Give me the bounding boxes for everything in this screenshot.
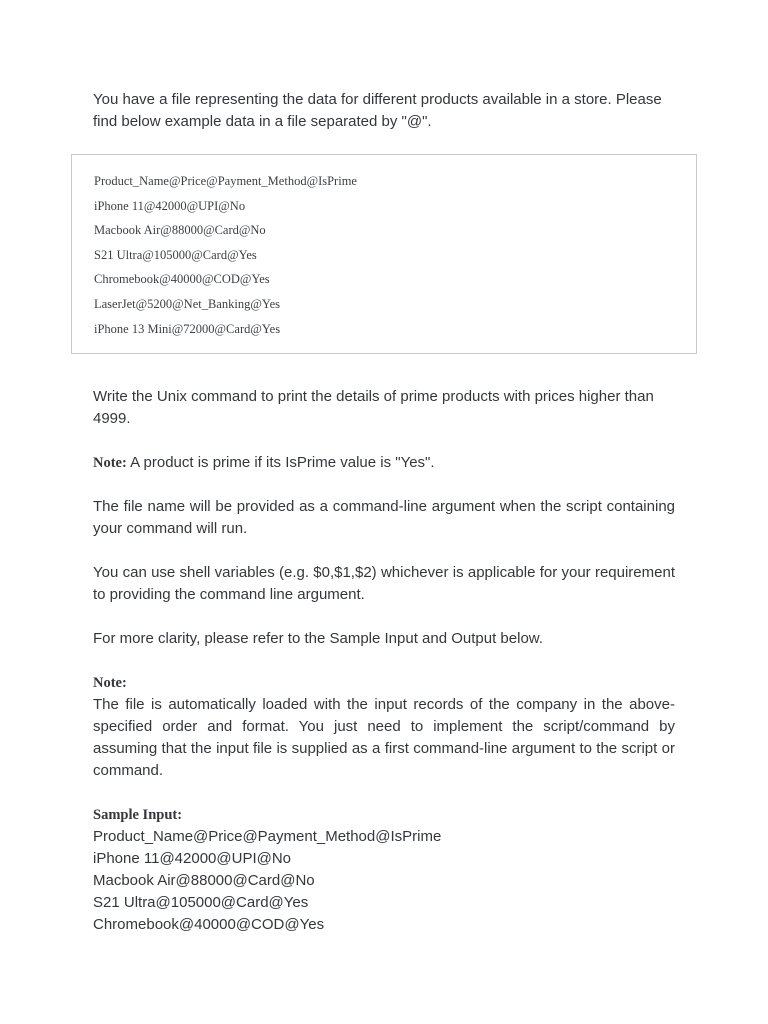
example-data-line: Macbook Air@88000@Card@No (94, 223, 266, 238)
example-data-line: S21 Ultra@105000@Card@Yes (94, 247, 257, 262)
example-data-box (71, 154, 697, 354)
example-data-line: Product_Name@Price@Payment_Method@IsPrime (94, 174, 357, 188)
sample-input-line: Chromebook@40000@COD@Yes (93, 916, 325, 933)
example-data-line: Chromebook@40000@COD@Yes (94, 272, 270, 287)
sample-input-line: Macbook Air@88000@Card@No (93, 872, 315, 889)
input-file-note-label: Note: (93, 675, 127, 691)
sample-input-section (93, 804, 675, 936)
prime-note-text: A product is prime if its IsPrime value is "Yes". (126, 454, 435, 471)
prime-note (93, 452, 675, 474)
input-file-note-text: The file is automatically loaded with the input records of the company in the above-specified order and format. You just need to implement the script/command by assuming that the input file is supplied as a first command-line argument to the script or command. (93, 696, 675, 779)
intro-paragraph: You have a file representing the data for different products available in a store. Please find below example data in a file separated by "@". (93, 91, 662, 130)
example-data-line: iPhone 13 Mini@72000@Card@Yes (94, 321, 281, 336)
sample-input-line: S21 Ultra@105000@Card@Yes (93, 894, 309, 911)
sample-input-line: iPhone 11@42000@UPI@No (93, 850, 292, 867)
prime-note-label: Note: (93, 455, 127, 471)
example-data-line: LaserJet@5200@Net_Banking@Yes (94, 296, 281, 311)
task-paragraph: Write the Unix command to print the details of prime products with prices higher than 4999. (93, 388, 654, 427)
sample-input-line: Product_Name@Price@Payment_Method@IsPrime (93, 828, 442, 845)
document-content (93, 89, 675, 936)
input-file-note (93, 672, 675, 782)
sample-input-label: Sample Input: (93, 807, 183, 823)
clarity-paragraph: For more clarity, please refer to the Sample Input and Output below. (93, 630, 543, 647)
filename-paragraph: The file name will be provided as a command-line argument when the script containing your command will run. (93, 498, 675, 537)
example-data-line: iPhone 11@42000@UPI@No (94, 198, 246, 213)
shell-variables-paragraph: You can use shell variables (e.g. $0,$1,$2) whichever is applicable for your requirement to providing the command line argument. (93, 564, 675, 603)
